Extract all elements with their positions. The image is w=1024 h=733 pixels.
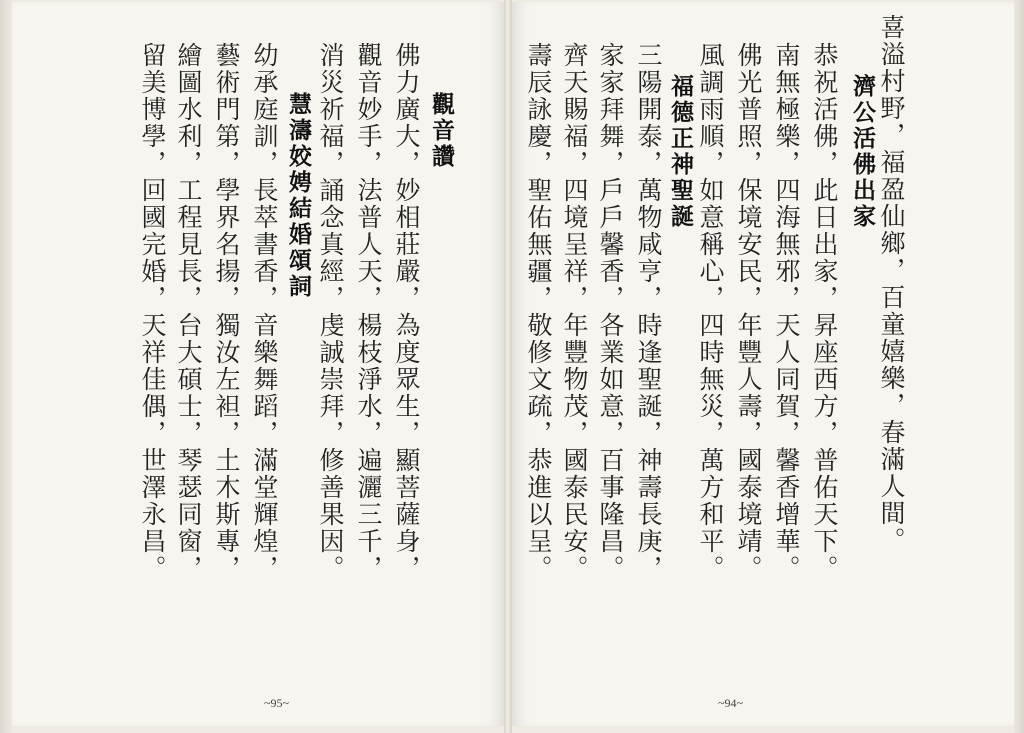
left-page [12,2,506,726]
heading-jigong-ordination: 濟公活佛出家 [849,74,875,230]
heading-guanyin-zan: 觀音讚 [428,92,454,170]
text-column: 觀音妙手，法普人天，楊枝淨水，遍灑三千， [354,42,383,582]
book-gutter [504,0,512,733]
text-column: 家家拜舞，戶戶馨香，各業如意，百事隆昌。 [596,42,625,582]
page-number-left: ~95~ [264,696,289,710]
text-column: 留美博學，回國完婚，天祥佳偶，世澤永昌。 [138,42,167,582]
text-column: 消災祈福，誦念真經，虔誠崇拜，修善果因。 [316,42,345,582]
text-column: 喜溢村野，福盈仙鄉，百童嬉樂，春滿人間。 [877,14,906,554]
text-column: 繪圖水利，工程見長，台大碩士，琴瑟同窗， [174,42,203,582]
text-column: 南無極樂，四海無邪，天人同賀，馨香增華。 [772,42,801,582]
text-column: 齊天賜福，四境呈祥，年豐物茂，國泰民安。 [560,42,589,582]
text-column: 佛光普照，保境安民，年豐人壽，國泰境靖。 [734,42,763,582]
heading-wedding-ode: 慧濤姣娉結婚頌詞 [285,92,311,300]
text-column: 藝術門第，學界名揚，獨汝左袒，土木斯專， [212,42,241,582]
text-column: 風調雨順，如意稱心，四時無災，萬方和平。 [696,42,725,582]
text-column: 佛力廣大，妙相莊嚴，為度眾生，顯菩薩身， [392,42,421,582]
text-column: 恭祝活佛，此日出家，昇座西方，普佑天下。 [810,42,839,582]
left-page-edge [0,0,12,733]
text-column: 三陽開泰，萬物咸亨，時逢聖誕，神壽長庚， [634,42,663,582]
heading-tudigong-birthday: 福德正神聖誕 [667,74,693,230]
right-page [510,2,1014,726]
right-page-edge [1014,0,1024,733]
page-number-right: ~94~ [718,696,743,710]
text-column: 壽辰詠慶，聖佑無疆，敬修文疏，恭進以呈。 [524,42,553,582]
text-column: 幼承庭訓，長萃書香，音樂舞蹈，滿堂輝煌， [250,42,279,582]
